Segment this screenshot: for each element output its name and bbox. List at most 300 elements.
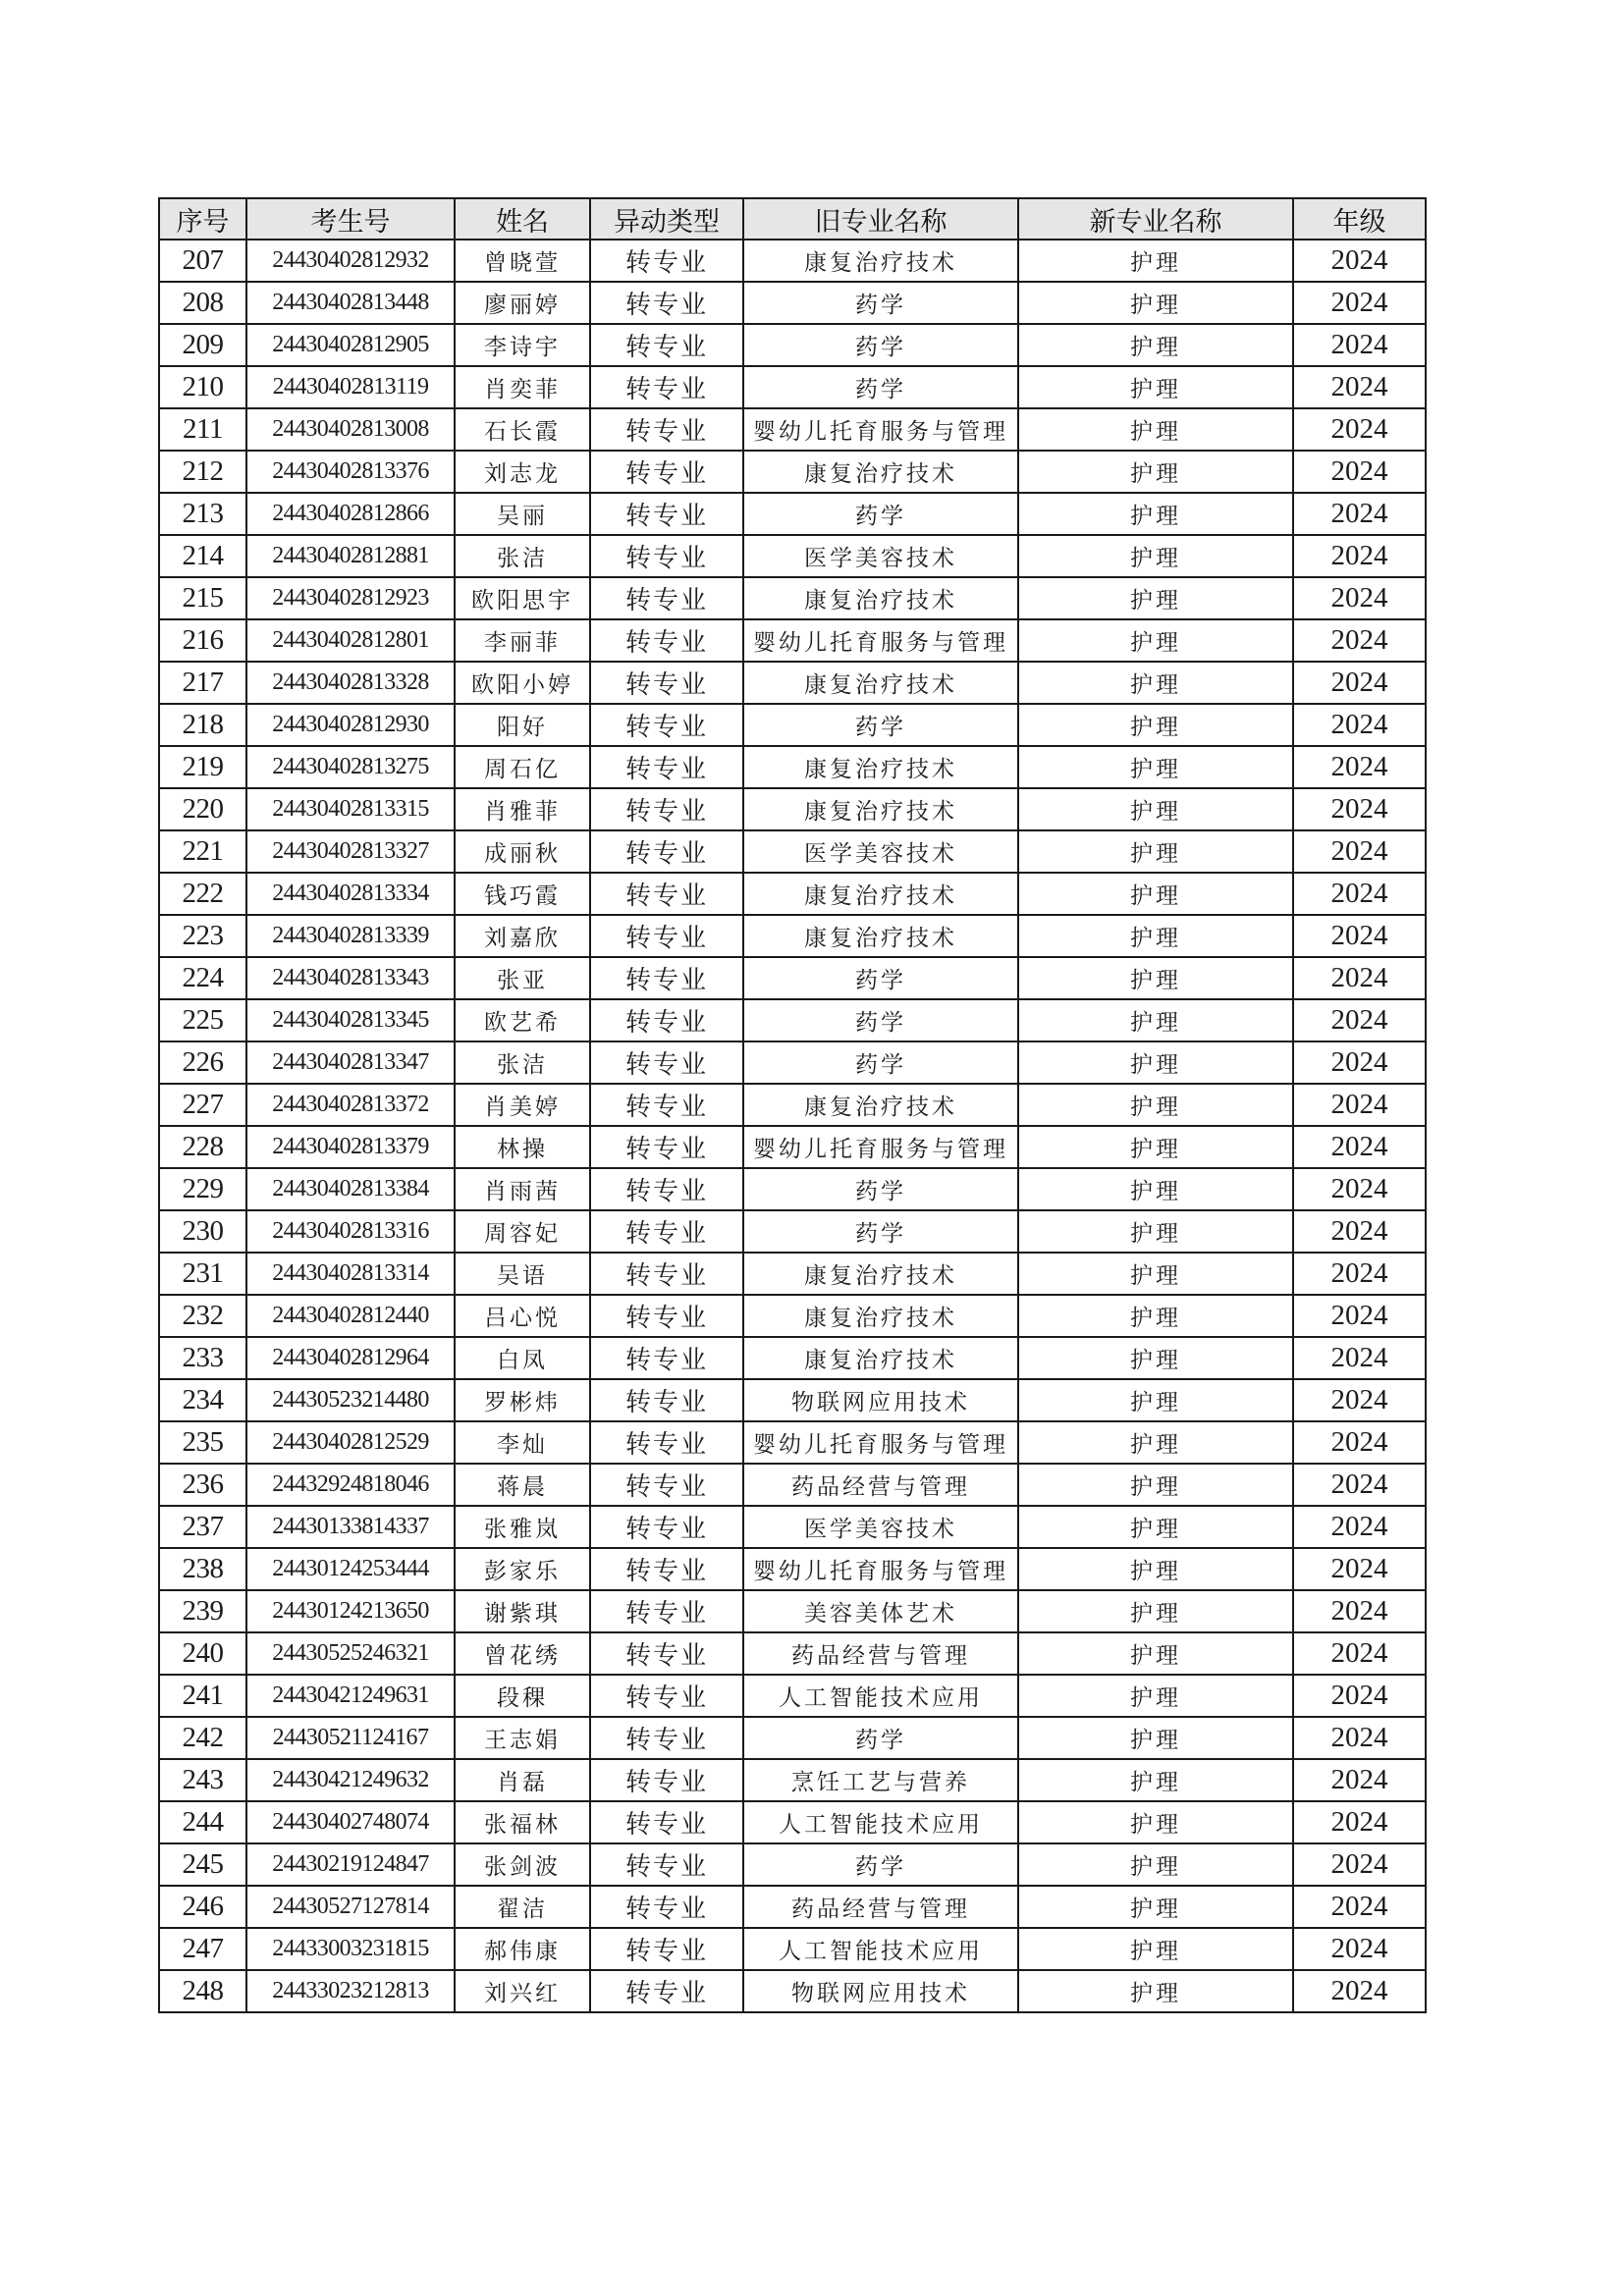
cell-old-major: 康复治疗技术 xyxy=(743,1295,1018,1337)
cell-new-major: 护理 xyxy=(1018,535,1293,577)
cell-serial-number: 248 xyxy=(159,1970,246,2012)
table-row xyxy=(159,999,1426,1041)
cell-new-major: 护理 xyxy=(1018,662,1293,704)
cell-name: 彭家乐 xyxy=(455,1548,590,1590)
cell-change-type: 转专业 xyxy=(590,1843,743,1886)
table-row xyxy=(159,1717,1426,1759)
cell-grade-year: 2024 xyxy=(1293,957,1426,999)
cell-change-type: 转专业 xyxy=(590,1506,743,1548)
cell-new-major: 护理 xyxy=(1018,1464,1293,1506)
cell-grade-year: 2024 xyxy=(1293,1421,1426,1464)
cell-serial-number: 226 xyxy=(159,1041,246,1084)
cell-grade-year: 2024 xyxy=(1293,1168,1426,1210)
cell-change-type: 转专业 xyxy=(590,366,743,408)
cell-candidate-id: 24430402813334 xyxy=(246,873,455,915)
cell-name: 肖磊 xyxy=(455,1759,590,1801)
cell-name: 曾花绣 xyxy=(455,1632,590,1675)
cell-old-major: 药学 xyxy=(743,999,1018,1041)
cell-grade-year: 2024 xyxy=(1293,1675,1426,1717)
cell-change-type: 转专业 xyxy=(590,1675,743,1717)
cell-grade-year: 2024 xyxy=(1293,324,1426,366)
cell-candidate-id: 24432924818046 xyxy=(246,1464,455,1506)
cell-old-major: 药学 xyxy=(743,704,1018,746)
cell-change-type: 转专业 xyxy=(590,1886,743,1928)
cell-candidate-id: 24430124213650 xyxy=(246,1590,455,1632)
cell-serial-number: 221 xyxy=(159,830,246,873)
cell-candidate-id: 24430402812529 xyxy=(246,1421,455,1464)
table-row xyxy=(159,1675,1426,1717)
table-row xyxy=(159,1928,1426,1970)
cell-candidate-id: 24430402812923 xyxy=(246,577,455,619)
cell-candidate-id: 24430402812964 xyxy=(246,1337,455,1379)
cell-change-type: 转专业 xyxy=(590,1548,743,1590)
cell-new-major: 护理 xyxy=(1018,1421,1293,1464)
cell-serial-number: 208 xyxy=(159,282,246,324)
cell-old-major: 康复治疗技术 xyxy=(743,1084,1018,1126)
header-row xyxy=(159,198,1426,240)
cell-name: 周石亿 xyxy=(455,746,590,788)
cell-name: 谢紫琪 xyxy=(455,1590,590,1632)
cell-old-major: 药学 xyxy=(743,957,1018,999)
cell-change-type: 转专业 xyxy=(590,1632,743,1675)
cell-serial-number: 242 xyxy=(159,1717,246,1759)
table-row xyxy=(159,746,1426,788)
cell-serial-number: 239 xyxy=(159,1590,246,1632)
cell-name: 肖雨茜 xyxy=(455,1168,590,1210)
cell-new-major: 护理 xyxy=(1018,1548,1293,1590)
cell-old-major: 婴幼儿托育服务与管理 xyxy=(743,1421,1018,1464)
cell-serial-number: 245 xyxy=(159,1843,246,1886)
cell-old-major: 药品经营与管理 xyxy=(743,1632,1018,1675)
cell-old-major: 药学 xyxy=(743,1210,1018,1253)
cell-old-major: 医学美容技术 xyxy=(743,535,1018,577)
cell-new-major: 护理 xyxy=(1018,957,1293,999)
cell-new-major: 护理 xyxy=(1018,915,1293,957)
cell-change-type: 转专业 xyxy=(590,535,743,577)
cell-name: 肖雅菲 xyxy=(455,788,590,830)
cell-change-type: 转专业 xyxy=(590,999,743,1041)
cell-candidate-id: 24430402812801 xyxy=(246,619,455,662)
cell-candidate-id: 24433003231815 xyxy=(246,1928,455,1970)
cell-candidate-id: 24430527127814 xyxy=(246,1886,455,1928)
cell-serial-number: 213 xyxy=(159,493,246,535)
cell-old-major: 康复治疗技术 xyxy=(743,240,1018,282)
cell-old-major: 婴幼儿托育服务与管理 xyxy=(743,408,1018,451)
header-name: 姓名 xyxy=(455,198,590,240)
cell-grade-year: 2024 xyxy=(1293,1084,1426,1126)
cell-serial-number: 210 xyxy=(159,366,246,408)
cell-grade-year: 2024 xyxy=(1293,830,1426,873)
header-new-major: 新专业名称 xyxy=(1018,198,1293,240)
cell-serial-number: 228 xyxy=(159,1126,246,1168)
table-row xyxy=(159,1759,1426,1801)
cell-new-major: 护理 xyxy=(1018,1886,1293,1928)
cell-name: 张剑波 xyxy=(455,1843,590,1886)
cell-old-major: 药学 xyxy=(743,493,1018,535)
cell-old-major: 药学 xyxy=(743,282,1018,324)
cell-change-type: 转专业 xyxy=(590,788,743,830)
cell-change-type: 转专业 xyxy=(590,662,743,704)
cell-change-type: 转专业 xyxy=(590,830,743,873)
cell-serial-number: 229 xyxy=(159,1168,246,1210)
table-row xyxy=(159,1970,1426,2012)
cell-old-major: 康复治疗技术 xyxy=(743,873,1018,915)
cell-candidate-id: 24430402813316 xyxy=(246,1210,455,1253)
cell-serial-number: 234 xyxy=(159,1379,246,1421)
cell-new-major: 护理 xyxy=(1018,1295,1293,1337)
cell-new-major: 护理 xyxy=(1018,1379,1293,1421)
cell-candidate-id: 24430402813372 xyxy=(246,1084,455,1126)
cell-new-major: 护理 xyxy=(1018,324,1293,366)
cell-grade-year: 2024 xyxy=(1293,873,1426,915)
cell-change-type: 转专业 xyxy=(590,577,743,619)
table-row xyxy=(159,915,1426,957)
cell-serial-number: 214 xyxy=(159,535,246,577)
cell-name: 罗彬炜 xyxy=(455,1379,590,1421)
cell-name: 刘嘉欣 xyxy=(455,915,590,957)
table-row xyxy=(159,1337,1426,1379)
table-row xyxy=(159,1506,1426,1548)
table-row xyxy=(159,577,1426,619)
cell-new-major: 护理 xyxy=(1018,1675,1293,1717)
table-row xyxy=(159,1801,1426,1843)
cell-grade-year: 2024 xyxy=(1293,788,1426,830)
cell-serial-number: 243 xyxy=(159,1759,246,1801)
cell-old-major: 烹饪工艺与营养 xyxy=(743,1759,1018,1801)
cell-serial-number: 217 xyxy=(159,662,246,704)
cell-new-major: 护理 xyxy=(1018,1928,1293,1970)
cell-change-type: 转专业 xyxy=(590,1084,743,1126)
cell-change-type: 转专业 xyxy=(590,1168,743,1210)
cell-candidate-id: 24430402813347 xyxy=(246,1041,455,1084)
cell-candidate-id: 24430402813275 xyxy=(246,746,455,788)
cell-grade-year: 2024 xyxy=(1293,282,1426,324)
cell-grade-year: 2024 xyxy=(1293,408,1426,451)
cell-grade-year: 2024 xyxy=(1293,1337,1426,1379)
cell-grade-year: 2024 xyxy=(1293,1379,1426,1421)
cell-serial-number: 236 xyxy=(159,1464,246,1506)
major-transfer-table xyxy=(158,197,1427,2013)
cell-grade-year: 2024 xyxy=(1293,240,1426,282)
cell-new-major: 护理 xyxy=(1018,1801,1293,1843)
cell-new-major: 护理 xyxy=(1018,366,1293,408)
cell-grade-year: 2024 xyxy=(1293,1717,1426,1759)
cell-candidate-id: 24430525246321 xyxy=(246,1632,455,1675)
table-row xyxy=(159,704,1426,746)
cell-old-major: 医学美容技术 xyxy=(743,1506,1018,1548)
cell-serial-number: 233 xyxy=(159,1337,246,1379)
cell-old-major: 康复治疗技术 xyxy=(743,662,1018,704)
cell-candidate-id: 24430402812440 xyxy=(246,1295,455,1337)
cell-grade-year: 2024 xyxy=(1293,1843,1426,1886)
cell-candidate-id: 24430521124167 xyxy=(246,1717,455,1759)
header-candidate-id: 考生号 xyxy=(246,198,455,240)
cell-grade-year: 2024 xyxy=(1293,451,1426,493)
cell-candidate-id: 24430402813384 xyxy=(246,1168,455,1210)
cell-change-type: 转专业 xyxy=(590,1253,743,1295)
cell-candidate-id: 24430402813327 xyxy=(246,830,455,873)
cell-grade-year: 2024 xyxy=(1293,1295,1426,1337)
cell-name: 吴语 xyxy=(455,1253,590,1295)
table-row xyxy=(159,1126,1426,1168)
cell-name: 张洁 xyxy=(455,1041,590,1084)
cell-serial-number: 225 xyxy=(159,999,246,1041)
cell-change-type: 转专业 xyxy=(590,957,743,999)
cell-grade-year: 2024 xyxy=(1293,1548,1426,1590)
table-row xyxy=(159,830,1426,873)
cell-new-major: 护理 xyxy=(1018,999,1293,1041)
header-grade-year: 年级 xyxy=(1293,198,1426,240)
cell-name: 翟洁 xyxy=(455,1886,590,1928)
cell-serial-number: 241 xyxy=(159,1675,246,1717)
cell-change-type: 转专业 xyxy=(590,1421,743,1464)
table-row xyxy=(159,662,1426,704)
cell-change-type: 转专业 xyxy=(590,619,743,662)
cell-change-type: 转专业 xyxy=(590,1717,743,1759)
table-row xyxy=(159,1590,1426,1632)
table-header xyxy=(159,198,1426,240)
cell-old-major: 物联网应用技术 xyxy=(743,1379,1018,1421)
cell-change-type: 转专业 xyxy=(590,240,743,282)
cell-grade-year: 2024 xyxy=(1293,1253,1426,1295)
table-row xyxy=(159,1843,1426,1886)
table-row xyxy=(159,535,1426,577)
cell-grade-year: 2024 xyxy=(1293,1759,1426,1801)
table-row xyxy=(159,1464,1426,1506)
table-row xyxy=(159,1253,1426,1295)
cell-serial-number: 237 xyxy=(159,1506,246,1548)
cell-name: 刘志龙 xyxy=(455,451,590,493)
cell-grade-year: 2024 xyxy=(1293,577,1426,619)
cell-change-type: 转专业 xyxy=(590,1590,743,1632)
cell-serial-number: 218 xyxy=(159,704,246,746)
cell-candidate-id: 24430402813379 xyxy=(246,1126,455,1168)
cell-candidate-id: 24430402813328 xyxy=(246,662,455,704)
cell-old-major: 康复治疗技术 xyxy=(743,746,1018,788)
cell-old-major: 美容美体艺术 xyxy=(743,1590,1018,1632)
cell-new-major: 护理 xyxy=(1018,1506,1293,1548)
cell-name: 肖奕菲 xyxy=(455,366,590,408)
cell-serial-number: 230 xyxy=(159,1210,246,1253)
cell-name: 白凤 xyxy=(455,1337,590,1379)
cell-old-major: 物联网应用技术 xyxy=(743,1970,1018,2012)
cell-old-major: 人工智能技术应用 xyxy=(743,1675,1018,1717)
cell-change-type: 转专业 xyxy=(590,324,743,366)
cell-serial-number: 240 xyxy=(159,1632,246,1675)
cell-candidate-id: 24430219124847 xyxy=(246,1843,455,1886)
cell-new-major: 护理 xyxy=(1018,1253,1293,1295)
cell-candidate-id: 24430124253444 xyxy=(246,1548,455,1590)
cell-old-major: 康复治疗技术 xyxy=(743,577,1018,619)
cell-grade-year: 2024 xyxy=(1293,1464,1426,1506)
cell-grade-year: 2024 xyxy=(1293,1886,1426,1928)
cell-serial-number: 231 xyxy=(159,1253,246,1295)
cell-candidate-id: 24430402812866 xyxy=(246,493,455,535)
cell-grade-year: 2024 xyxy=(1293,999,1426,1041)
table-row xyxy=(159,1886,1426,1928)
cell-new-major: 护理 xyxy=(1018,282,1293,324)
cell-new-major: 护理 xyxy=(1018,451,1293,493)
cell-old-major: 药学 xyxy=(743,1168,1018,1210)
cell-old-major: 婴幼儿托育服务与管理 xyxy=(743,1126,1018,1168)
cell-serial-number: 223 xyxy=(159,915,246,957)
table-row xyxy=(159,1168,1426,1210)
cell-name: 蒋晨 xyxy=(455,1464,590,1506)
cell-name: 廖丽婷 xyxy=(455,282,590,324)
cell-change-type: 转专业 xyxy=(590,1928,743,1970)
cell-candidate-id: 24430402813119 xyxy=(246,366,455,408)
cell-old-major: 药学 xyxy=(743,1717,1018,1759)
cell-new-major: 护理 xyxy=(1018,1084,1293,1126)
header-serial-number: 序号 xyxy=(159,198,246,240)
cell-serial-number: 238 xyxy=(159,1548,246,1590)
cell-old-major: 药学 xyxy=(743,1843,1018,1886)
cell-name: 欧阳小婷 xyxy=(455,662,590,704)
cell-change-type: 转专业 xyxy=(590,1210,743,1253)
cell-old-major: 康复治疗技术 xyxy=(743,915,1018,957)
cell-new-major: 护理 xyxy=(1018,1210,1293,1253)
cell-name: 王志娟 xyxy=(455,1717,590,1759)
table-row xyxy=(159,619,1426,662)
cell-name: 成丽秋 xyxy=(455,830,590,873)
cell-serial-number: 220 xyxy=(159,788,246,830)
cell-change-type: 转专业 xyxy=(590,1295,743,1337)
cell-serial-number: 209 xyxy=(159,324,246,366)
cell-new-major: 护理 xyxy=(1018,619,1293,662)
cell-name: 石长霞 xyxy=(455,408,590,451)
cell-name: 吕心悦 xyxy=(455,1295,590,1337)
cell-name: 欧阳思宇 xyxy=(455,577,590,619)
cell-old-major: 药品经营与管理 xyxy=(743,1464,1018,1506)
cell-new-major: 护理 xyxy=(1018,788,1293,830)
table-row xyxy=(159,1084,1426,1126)
cell-grade-year: 2024 xyxy=(1293,1041,1426,1084)
cell-serial-number: 224 xyxy=(159,957,246,999)
cell-serial-number: 216 xyxy=(159,619,246,662)
cell-change-type: 转专业 xyxy=(590,873,743,915)
cell-old-major: 药学 xyxy=(743,324,1018,366)
cell-serial-number: 215 xyxy=(159,577,246,619)
cell-change-type: 转专业 xyxy=(590,1041,743,1084)
cell-candidate-id: 24430402812932 xyxy=(246,240,455,282)
cell-name: 段稞 xyxy=(455,1675,590,1717)
cell-grade-year: 2024 xyxy=(1293,1506,1426,1548)
cell-new-major: 护理 xyxy=(1018,493,1293,535)
cell-name: 阳好 xyxy=(455,704,590,746)
table-row xyxy=(159,282,1426,324)
cell-change-type: 转专业 xyxy=(590,1379,743,1421)
cell-change-type: 转专业 xyxy=(590,704,743,746)
cell-old-major: 药学 xyxy=(743,366,1018,408)
cell-serial-number: 235 xyxy=(159,1421,246,1464)
cell-new-major: 护理 xyxy=(1018,1337,1293,1379)
cell-old-major: 药学 xyxy=(743,1041,1018,1084)
cell-candidate-id: 24430402812881 xyxy=(246,535,455,577)
cell-grade-year: 2024 xyxy=(1293,366,1426,408)
cell-name: 肖美婷 xyxy=(455,1084,590,1126)
cell-new-major: 护理 xyxy=(1018,240,1293,282)
cell-candidate-id: 24430402813448 xyxy=(246,282,455,324)
cell-name: 曾晓萱 xyxy=(455,240,590,282)
cell-change-type: 转专业 xyxy=(590,282,743,324)
table-row xyxy=(159,451,1426,493)
cell-name: 李灿 xyxy=(455,1421,590,1464)
cell-candidate-id: 24430402813343 xyxy=(246,957,455,999)
cell-name: 李诗宇 xyxy=(455,324,590,366)
cell-candidate-id: 24430402813008 xyxy=(246,408,455,451)
cell-old-major: 人工智能技术应用 xyxy=(743,1801,1018,1843)
cell-name: 钱巧霞 xyxy=(455,873,590,915)
cell-new-major: 护理 xyxy=(1018,873,1293,915)
cell-name: 张亚 xyxy=(455,957,590,999)
cell-grade-year: 2024 xyxy=(1293,619,1426,662)
cell-grade-year: 2024 xyxy=(1293,662,1426,704)
cell-grade-year: 2024 xyxy=(1293,1126,1426,1168)
cell-old-major: 康复治疗技术 xyxy=(743,1253,1018,1295)
cell-new-major: 护理 xyxy=(1018,746,1293,788)
cell-serial-number: 212 xyxy=(159,451,246,493)
cell-change-type: 转专业 xyxy=(590,451,743,493)
cell-grade-year: 2024 xyxy=(1293,1801,1426,1843)
cell-change-type: 转专业 xyxy=(590,1126,743,1168)
cell-name: 刘兴红 xyxy=(455,1970,590,2012)
cell-grade-year: 2024 xyxy=(1293,1590,1426,1632)
cell-old-major: 药品经营与管理 xyxy=(743,1886,1018,1928)
cell-candidate-id: 24430402813345 xyxy=(246,999,455,1041)
table-row xyxy=(159,493,1426,535)
cell-new-major: 护理 xyxy=(1018,1126,1293,1168)
cell-new-major: 护理 xyxy=(1018,577,1293,619)
cell-old-major: 婴幼儿托育服务与管理 xyxy=(743,1548,1018,1590)
cell-grade-year: 2024 xyxy=(1293,1928,1426,1970)
table-row xyxy=(159,240,1426,282)
cell-candidate-id: 24430402748074 xyxy=(246,1801,455,1843)
cell-name: 欧艺希 xyxy=(455,999,590,1041)
cell-grade-year: 2024 xyxy=(1293,535,1426,577)
cell-name: 林操 xyxy=(455,1126,590,1168)
cell-serial-number: 232 xyxy=(159,1295,246,1337)
cell-candidate-id: 24430523214480 xyxy=(246,1379,455,1421)
cell-grade-year: 2024 xyxy=(1293,1210,1426,1253)
cell-change-type: 转专业 xyxy=(590,408,743,451)
cell-candidate-id: 24430402812905 xyxy=(246,324,455,366)
cell-candidate-id: 24430402813315 xyxy=(246,788,455,830)
cell-serial-number: 244 xyxy=(159,1801,246,1843)
cell-serial-number: 219 xyxy=(159,746,246,788)
cell-serial-number: 211 xyxy=(159,408,246,451)
cell-candidate-id: 24430402812930 xyxy=(246,704,455,746)
cell-candidate-id: 24430402813339 xyxy=(246,915,455,957)
cell-new-major: 护理 xyxy=(1018,408,1293,451)
cell-candidate-id: 24433023212813 xyxy=(246,1970,455,2012)
cell-name: 吴丽 xyxy=(455,493,590,535)
cell-change-type: 转专业 xyxy=(590,1970,743,2012)
cell-new-major: 护理 xyxy=(1018,704,1293,746)
cell-change-type: 转专业 xyxy=(590,1801,743,1843)
cell-old-major: 康复治疗技术 xyxy=(743,788,1018,830)
table-row xyxy=(159,1379,1426,1421)
cell-new-major: 护理 xyxy=(1018,830,1293,873)
cell-candidate-id: 24430133814337 xyxy=(246,1506,455,1548)
cell-grade-year: 2024 xyxy=(1293,746,1426,788)
cell-old-major: 康复治疗技术 xyxy=(743,1337,1018,1379)
table-row xyxy=(159,873,1426,915)
header-old-major: 旧专业名称 xyxy=(743,198,1018,240)
cell-change-type: 转专业 xyxy=(590,1337,743,1379)
cell-serial-number: 247 xyxy=(159,1928,246,1970)
table-row xyxy=(159,1548,1426,1590)
cell-old-major: 婴幼儿托育服务与管理 xyxy=(743,619,1018,662)
